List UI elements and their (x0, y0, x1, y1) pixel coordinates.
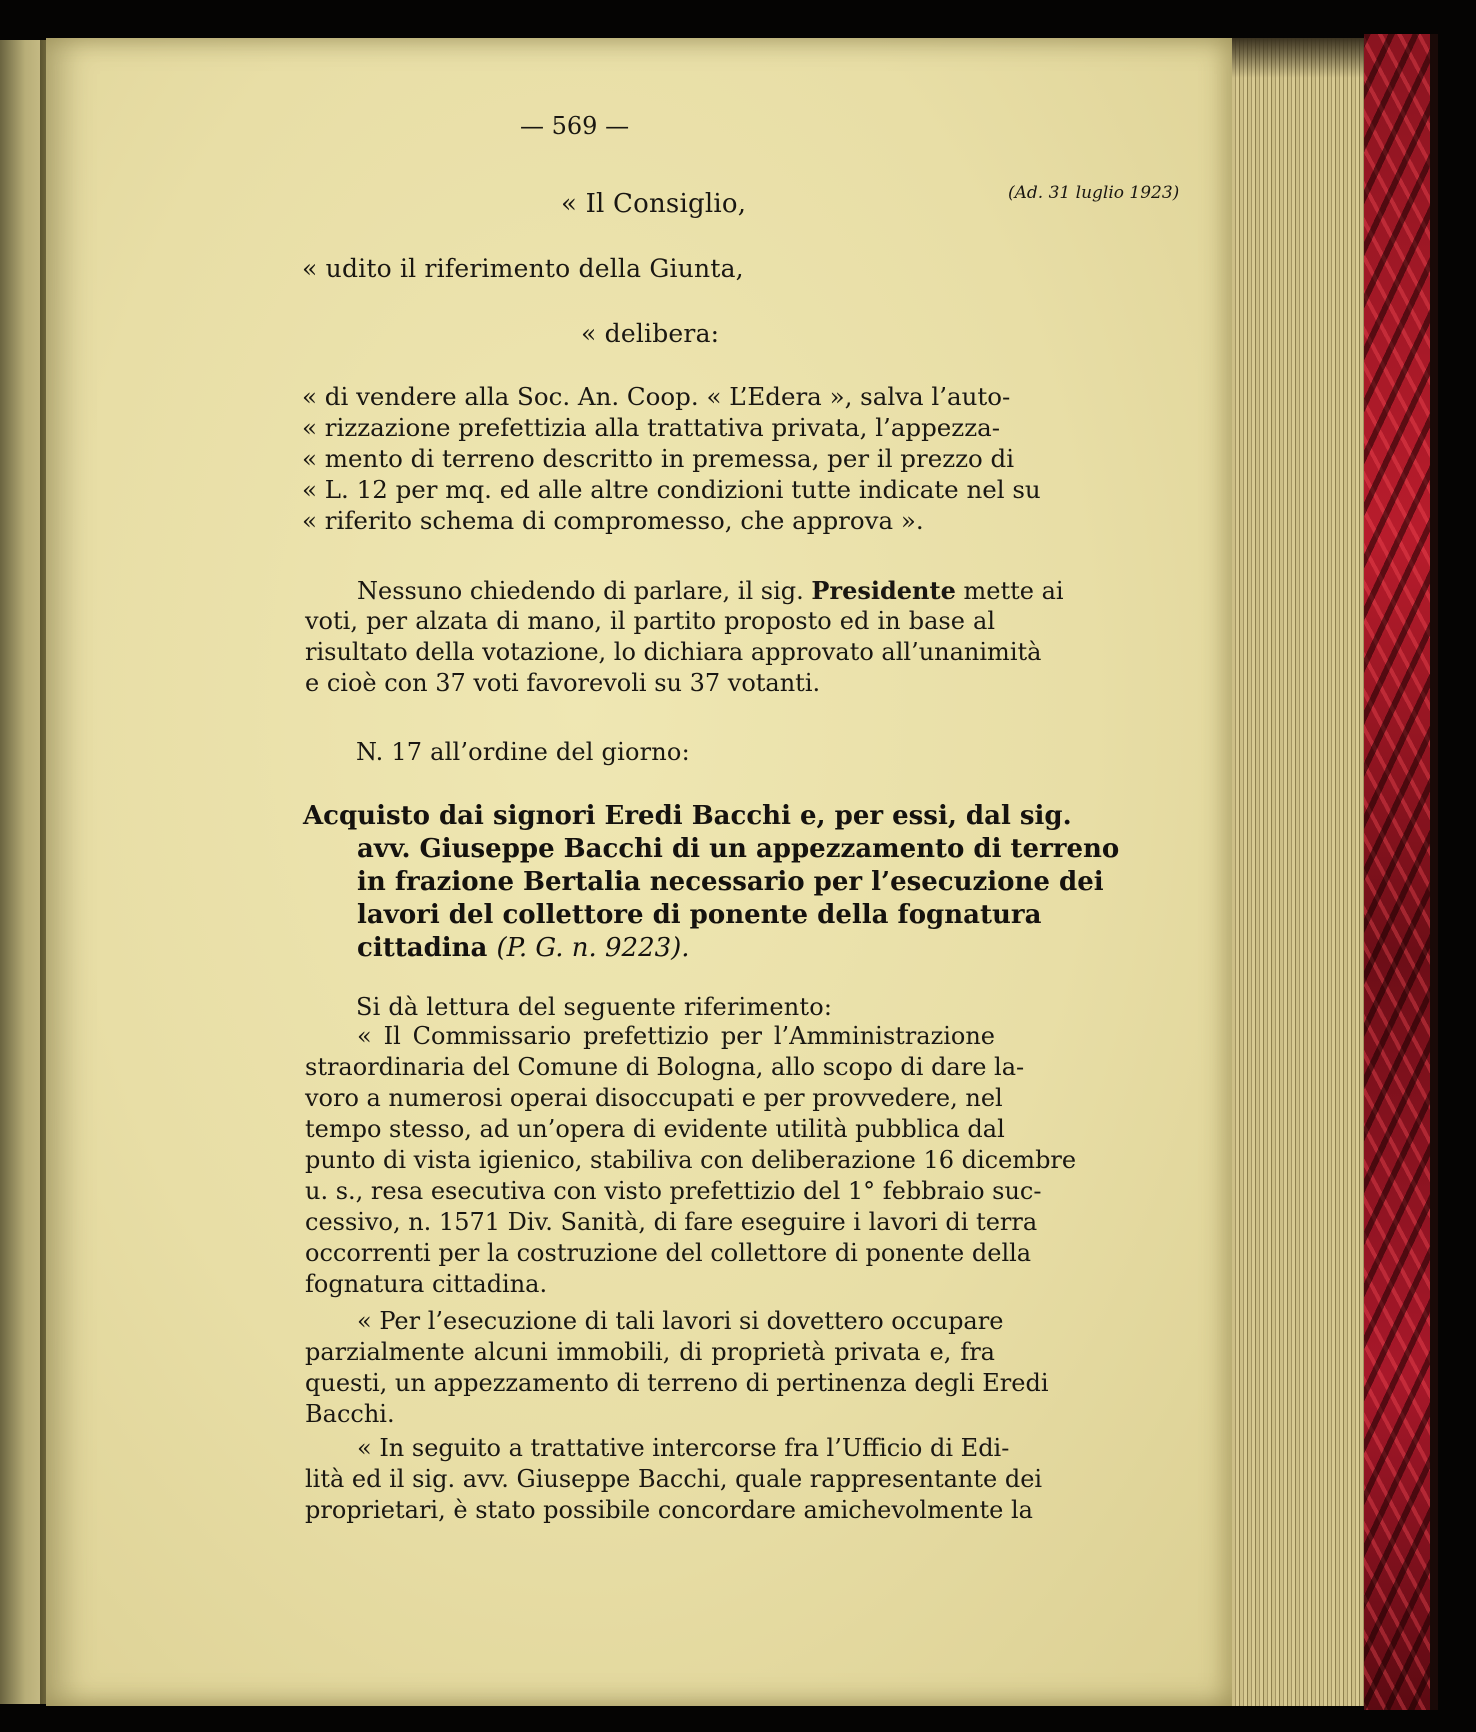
page-stack-edges (1232, 38, 1364, 1706)
vote-line: voti, per alzata di mano, il partito proposto ed in base al (305, 607, 995, 635)
report-paragraph-1 (305, 1021, 1077, 1300)
report-line: « Per l’esecuzione di tali lavori si dovettero occupare (357, 1307, 1004, 1335)
report-line: proprietari, è stato possibile concordare amichevolmente la (305, 1496, 1033, 1524)
report-paragraph-3 (305, 1433, 1043, 1526)
deliberation-line: « mento di terreno descritto in premessa, per il prezzo di (302, 444, 1015, 473)
title-last-word: cittadina (357, 933, 488, 963)
protocol-reference: (P. G. n. 9223). (496, 933, 690, 963)
report-line: lità ed il sig. avv. Giuseppe Bacchi, quale rappresentante dei (305, 1465, 1043, 1493)
report-line: straordinaria del Comune di Bologna, allo scopo di dare la- (305, 1053, 1025, 1081)
vote-line: e cioè con 37 voti favorevoli su 37 votanti. (305, 669, 821, 697)
udito-line: « udito il riferimento della Giunta, (302, 254, 744, 283)
deliberation-line: « rizzazione prefettizia alla trattativa privata, l’appezza- (302, 413, 1000, 442)
consiglio-line: « Il Consiglio, (561, 189, 747, 219)
title-line: lavori del collettore di ponente della fognatura (357, 900, 1042, 930)
page-number: — 569 — (520, 112, 630, 140)
title-line: avv. Giuseppe Bacchi di un appezzamento di terreno (357, 834, 1120, 864)
title-line: in frazione Bertalia necessario per l’esecuzione dei (357, 867, 1104, 897)
deliberation-line: « L. 12 per mq. ed alle altre condizioni tutte indicate nel su (302, 475, 1041, 504)
report-line: u. s., resa esecutiva con visto prefettizio del 1° febbraio suc- (305, 1177, 1042, 1205)
deliberation-block (302, 381, 1041, 536)
report-paragraph-2 (305, 1306, 1049, 1430)
report-intro: Si dà lettura del seguente riferimento: (356, 993, 833, 1021)
report-line: fognatura cittadina. (305, 1270, 548, 1298)
report-line: tempo stesso, ad un’opera di evidente utilità pubblica dal (305, 1115, 1005, 1143)
item-title (303, 800, 1120, 965)
delibera-line: « delibera: (581, 319, 720, 348)
deliberation-line: « riferito schema di compromesso, che approva ». (302, 506, 924, 535)
vote-line (305, 575, 1064, 606)
vote-text-post: mette ai (963, 577, 1064, 605)
report-line: cessivo, n. 1571 Div. Sanità, di fare eseguire i lavori di terra (305, 1208, 1038, 1236)
deliberation-line: « di vendere alla Soc. An. Coop. « L’Edera », salva l’auto- (302, 382, 1011, 411)
vote-text-pre: Nessuno chiedendo di parlare, il sig. (357, 577, 804, 605)
report-line: « Il Commissario prefettizio per l’Amministrazione (357, 1022, 995, 1050)
report-line: Bacchi. (305, 1400, 395, 1428)
report-line: questi, un appezzamento di terreno di pertinenza degli Eredi (305, 1369, 1049, 1397)
vote-paragraph (305, 575, 1064, 699)
title-line (303, 932, 998, 965)
report-line: « In seguito a trattative intercorse fra l’Ufficio di Edi- (357, 1434, 1010, 1462)
title-line: Acquisto dai signori Eredi Bacchi e, per essi, dal sig. (303, 801, 1072, 831)
agenda-item: N. 17 all’ordine del giorno: (356, 738, 690, 766)
report-line: parzialmente alcuni immobili, di proprietà privata e, fra (305, 1338, 995, 1366)
report-line: voro a numerosi operai disoccupati e per provvedere, nel (305, 1084, 1003, 1112)
report-line: punto di vista igienico, stabiliva con deliberazione 16 dicembre (305, 1146, 1077, 1174)
president-label: Presidente (811, 576, 956, 605)
report-line: occorrenti per la costruzione del collettore di ponente della (305, 1239, 1032, 1267)
vote-line: risultato della votazione, lo dichiara approvato all’unanimità (305, 638, 1042, 666)
page-stack-shadow (1232, 38, 1364, 78)
cover-edge (1430, 34, 1438, 1710)
marbled-cover (1364, 34, 1434, 1710)
session-date-note: (Ad. 31 luglio 1923) (1008, 183, 1180, 203)
